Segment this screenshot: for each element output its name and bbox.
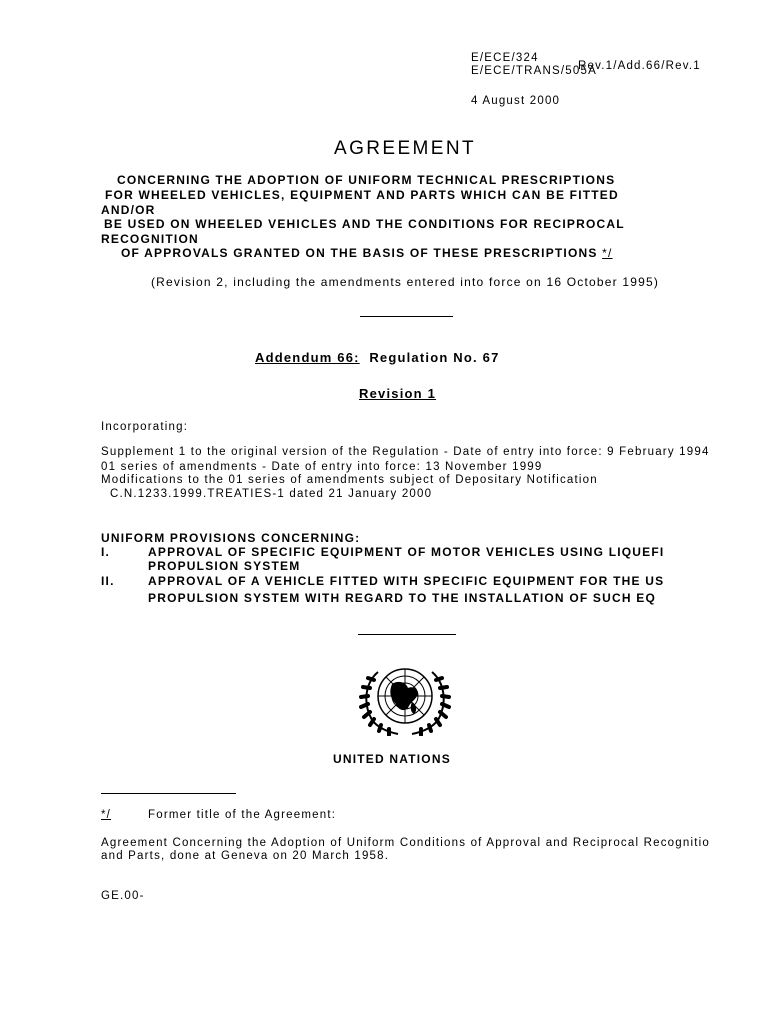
un-emblem-icon — [352, 658, 458, 736]
document-symbol-1: E/ECE/324 — [471, 52, 539, 64]
footnote-marker: */ — [101, 809, 112, 821]
provision-1-line-2: PROPULSION SYSTEM — [148, 559, 301, 573]
document-date: 4 August 2000 — [471, 95, 561, 107]
footnote-text-line-2: and Parts, done at Geneva on 20 March 1958. — [101, 850, 390, 862]
provision-2-number: II. — [101, 574, 115, 588]
incorporating-item-1: Supplement 1 to the original version of the Regulation - Date of entry into force: 9 February 1994 — [101, 446, 710, 458]
footnote-label: Former title of the Agreement: — [148, 809, 337, 821]
addendum-label: Addendum 66: — [255, 350, 360, 365]
subtitle-line-4: BE USED ON WHEELED VEHICLES AND THE CONDITIONS FOR RECIPROCAL — [104, 217, 625, 231]
divider — [360, 316, 453, 317]
document-symbol-2: E/ECE/TRANS/505A — [471, 65, 597, 77]
subtitle-line-6-text: OF APPROVALS GRANTED ON THE BASIS OF THESE PRESCRIPTIONS — [121, 246, 598, 260]
provision-1-line-1: APPROVAL OF SPECIFIC EQUIPMENT OF MOTOR VEHICLES USING LIQUEFI — [148, 545, 665, 559]
incorporating-item-4: C.N.1233.1999.TREATIES-1 dated 21 January 2000 — [110, 488, 433, 500]
subtitle-line-6 — [121, 246, 613, 260]
subtitle-line-1: CONCERNING THE ADOPTION OF UNIFORM TECHNICAL PRESCRIPTIONS — [117, 173, 616, 187]
regulation-number: Regulation No. 67 — [369, 350, 500, 365]
document-code: GE.00- — [101, 890, 145, 902]
provision-2-line-2: PROPULSION SYSTEM WITH REGARD TO THE INSTALLATION OF SUCH EQ — [148, 591, 657, 605]
subtitle-line-3: AND/OR — [101, 203, 156, 217]
divider — [358, 634, 456, 635]
provision-1-number: I. — [101, 545, 111, 559]
incorporating-item-3: Modifications to the 01 series of amendments subject of Depositary Notification — [101, 474, 598, 486]
footnote-text-line-1: Agreement Concerning the Adoption of Uniform Conditions of Approval and Reciprocal Recognitio — [101, 837, 710, 849]
footnote-separator — [101, 793, 236, 794]
addendum-heading — [255, 350, 500, 365]
organization-name: UNITED NATIONS — [333, 752, 451, 766]
subtitle-line-2: FOR WHEELED VEHICLES, EQUIPMENT AND PARTS WHICH CAN BE FITTED — [105, 188, 619, 202]
incorporating-item-2: 01 series of amendments - Date of entry into force: 13 November 1999 — [101, 461, 543, 473]
provision-2-line-1: APPROVAL OF A VEHICLE FITTED WITH SPECIFIC EQUIPMENT FOR THE US — [148, 574, 665, 588]
revision-note: (Revision 2, including the amendments entered into force on 16 October 1995) — [150, 275, 660, 289]
uniform-provisions-heading: UNIFORM PROVISIONS CONCERNING: — [101, 531, 361, 545]
incorporating-label: Incorporating: — [101, 421, 189, 433]
subtitle-line-5: RECOGNITION — [101, 232, 199, 246]
revision-heading: Revision 1 — [359, 386, 437, 401]
revision-reference: Rev.1/Add.66/Rev.1 — [578, 60, 701, 72]
footnote-reference[interactable]: */ — [602, 246, 613, 260]
page-title: AGREEMENT — [334, 138, 476, 159]
